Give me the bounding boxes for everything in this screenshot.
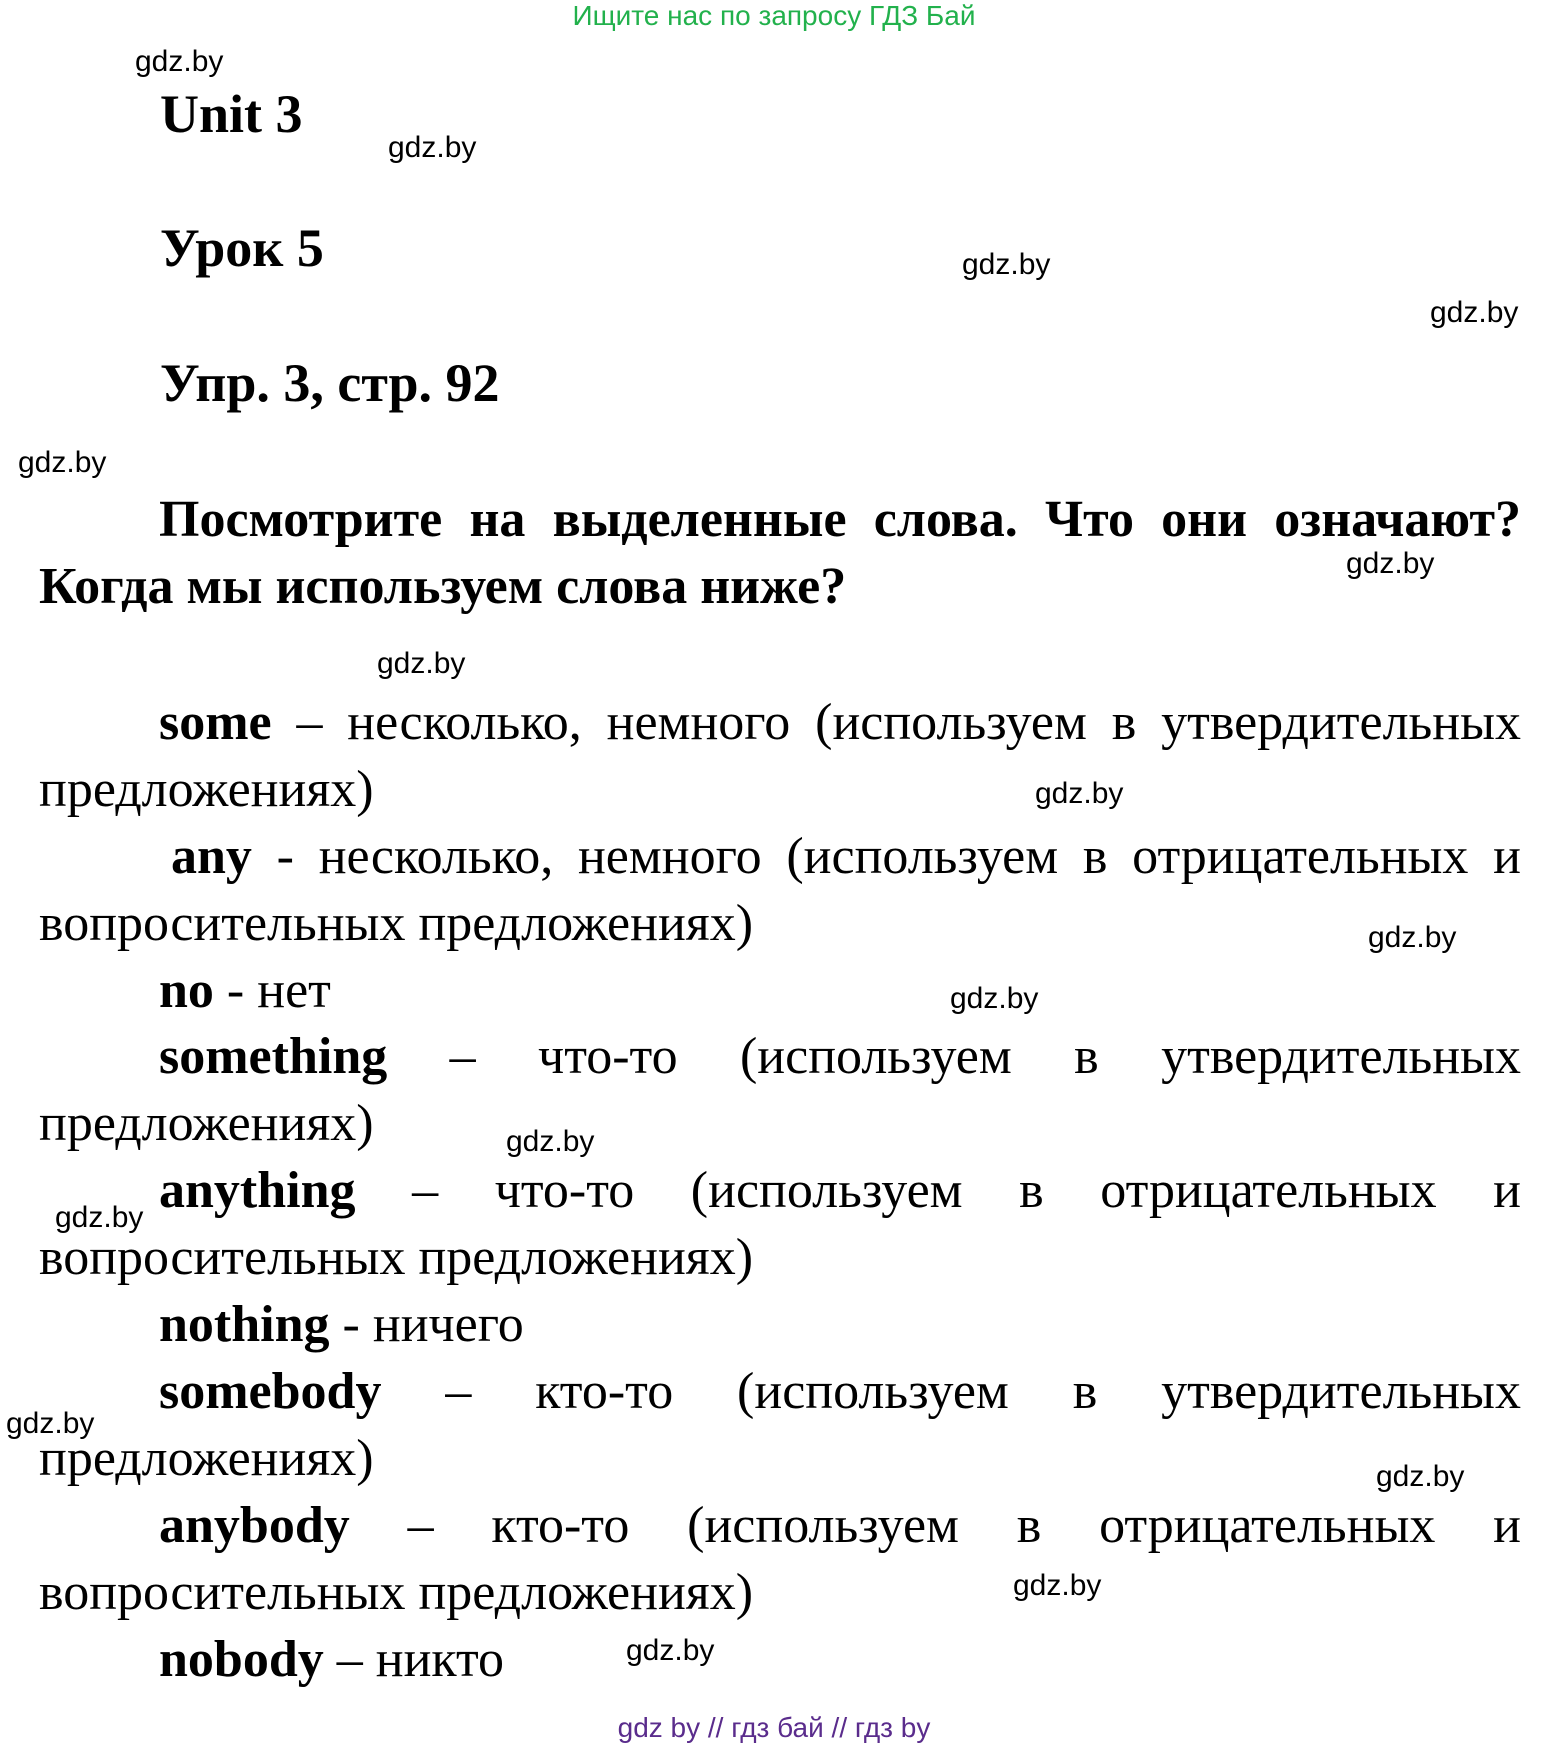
entry-word: somebody — [159, 1363, 382, 1420]
watermark: gdz.by — [506, 1125, 595, 1158]
watermark: gdz.by — [388, 131, 477, 164]
entry-word: any — [171, 828, 252, 885]
watermark: gdz.by — [962, 248, 1051, 281]
definition-entry: somebody – кто-то (используем в утвердительных предложениях) — [39, 1363, 1521, 1487]
task-text: Посмотрите на выделенные слова. Что они означают? Когда мы используем слова ниже? — [39, 491, 1521, 615]
entry-word: nothing — [159, 1296, 330, 1353]
entry-word: something — [159, 1028, 388, 1085]
definition-entry: anything – что-то (используем в отрицательных и вопросительных предложениях) — [39, 1162, 1521, 1286]
definition-entry: any - несколько, немного (используем в отрицательных и вопросительных предложениях) — [39, 828, 1521, 952]
entry-word: nobody — [159, 1631, 324, 1688]
entry-word: anybody — [159, 1497, 350, 1554]
watermark: gdz.by — [1430, 296, 1519, 329]
entry-word: some — [159, 694, 272, 751]
watermark: gdz.by — [950, 982, 1039, 1015]
definition-entry: nothing - ничего — [159, 1296, 524, 1353]
footer-links[interactable]: gdz by // гдз бай // гдз by — [617, 1712, 931, 1743]
watermark: gdz.by — [1035, 777, 1124, 810]
watermark: gdz.by — [1346, 547, 1435, 580]
top-banner-link[interactable]: Ищите нас по запросу ГДЗ Бай — [572, 0, 976, 31]
definition-entry: anybody – кто-то (используем в отрицательных и вопросительных предложениях) — [39, 1497, 1522, 1621]
entry-word: no — [159, 962, 214, 1019]
lesson-heading: Урок 5 — [160, 218, 324, 278]
watermark: gdz.by — [55, 1201, 144, 1234]
watermark: gdz.by — [6, 1407, 95, 1440]
definition-entry: some – несколько, немного (используем в утвердительных предложениях) — [39, 694, 1522, 818]
unit-heading: Unit 3 — [160, 84, 303, 144]
watermark: gdz.by — [377, 647, 466, 680]
watermark: gdz.by — [1368, 921, 1457, 954]
watermark: gdz.by — [1376, 1460, 1465, 1493]
definition-entry: something – что-то (используем в утвердительных предложениях) — [39, 1028, 1521, 1152]
definition-entry: nobody – никто — [159, 1631, 505, 1688]
watermark: gdz.by — [135, 45, 224, 78]
definition-entry: no - нет — [159, 962, 331, 1019]
entry-word: anything — [159, 1162, 356, 1219]
watermark: gdz.by — [626, 1634, 715, 1667]
watermark: gdz.by — [1013, 1569, 1102, 1602]
exercise-heading: Упр. 3, стр. 92 — [160, 353, 500, 413]
watermark: gdz.by — [18, 446, 107, 479]
